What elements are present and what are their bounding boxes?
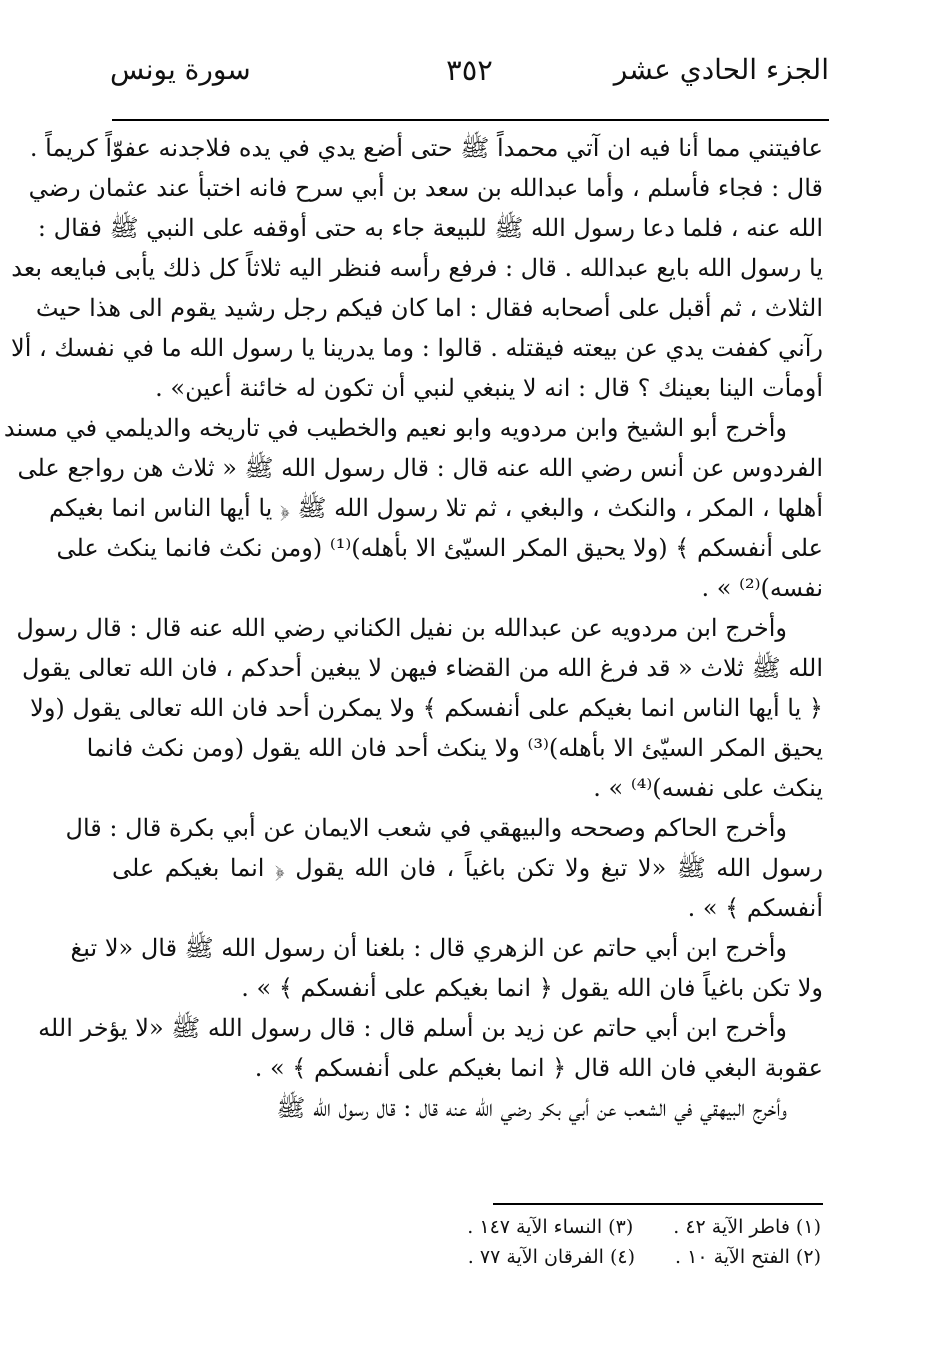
text-line: على أنفسكم ﴾ (ولا يحيق المكر السيّئ الا بأهله)⁽¹⁾ (ومن نكث فانما ينكث على bbox=[56, 534, 823, 562]
paragraph-start: وأخرج الحاكم وصححه والبيهقي في شعب الايمان عن أبي بكرة قال : قال bbox=[65, 814, 787, 842]
footnote-rule bbox=[493, 1203, 823, 1205]
text-line: الثلاث ، ثم أقبل على أصحابه فقال : اما كان فيكم رجل رشيد يقوم الى هذا حيث bbox=[35, 294, 823, 322]
paragraph-start: وأخرج ابن أبي حاتم عن الزهري قال : بلغنا أن رسول الله ﷺ قال «لا تبغ bbox=[70, 934, 787, 962]
text-line: يحيق المكر السيّئ الا بأهله)⁽³⁾ ولا ينكث أحد فان الله يقول (ومن نكث فانما bbox=[86, 734, 823, 762]
footnote-row bbox=[467, 1212, 821, 1242]
running-head-surah: سورة يونس bbox=[110, 53, 251, 86]
text-line: أومأت الينا بعينك ؟ قال : انه لا ينبغي لنبي أن تكون له خائنة أعين» . bbox=[155, 374, 823, 402]
text-line: ﴿ يا أيها الناس انما بغيكم على أنفسكم ﴾ ولا يمكرن أحد فان الله تعالى يقول (ولا bbox=[30, 694, 823, 722]
text-line: رآني كففت يدي عن بيعته فيقتله . قالوا : وما يدرينا يا رسول الله ما في نفسك ، ألا bbox=[11, 334, 823, 362]
header-rule bbox=[112, 119, 829, 121]
text-line: الله عنه ، فلما دعا رسول الله ﷺ للبيعة جاء به حتى أوقفه على النبي ﷺ فقال : bbox=[37, 214, 823, 242]
text-line: الله ﷺ ثلاث « قد فرغ الله من القضاء فيهن لا يبغين أحدكم ، فان الله تعالى يقول bbox=[21, 654, 823, 682]
text-line: قال : فجاء فأسلم ، وأما عبدالله بن سعد بن أبي سرح فانه اختبأ عند عثمان رضي bbox=[28, 174, 823, 202]
page-number: ٣٥٢ bbox=[446, 53, 493, 87]
footnote-3: (٣) النساء الآية ١٤٧ . bbox=[467, 1216, 634, 1238]
footnote-1: (١) فاطر الآية ٤٢ . bbox=[673, 1216, 821, 1238]
text-line: أهلها ، المكر ، والنكث ، والبغي ، ثم تلا رسول الله ﷺ ﴿ يا أيها الناس انما بغيكم bbox=[49, 494, 823, 522]
text-line: ينكث على نفسه)⁽⁴⁾ » . bbox=[593, 774, 823, 802]
text-line: يا رسول الله بايع عبدالله . قال : فرفع رأسه فنظر اليه ثلاثاً كل ذلك يأبى فبايعه بعد bbox=[11, 254, 823, 282]
paragraph-start: وأخرج ابن أبي حاتم عن زيد بن أسلم قال : قال رسول الله ﷺ «لا يؤخر الله bbox=[38, 1014, 787, 1042]
paragraph-start: وأخرج أبو الشيخ وابن مردويه وابو نعيم والخطيب في تاريخه والديلمي في مسند bbox=[3, 414, 787, 442]
page-header bbox=[110, 50, 829, 100]
footnotes bbox=[467, 1212, 821, 1272]
running-head-part: الجزء الحادي عشر bbox=[613, 53, 829, 86]
paragraph-start: وأخرج ابن مردويه عن عبدالله بن نفيل الكناني رضي الله عنه قال : قال رسول bbox=[16, 614, 787, 642]
text-line: أنفسكم ﴾ » . bbox=[687, 894, 823, 922]
text-line: الفردوس عن أنس رضي الله عنه قال : قال رسول الله ﷺ « ثلاث هن رواجع على bbox=[17, 454, 823, 482]
text-line: نفسه)⁽²⁾ » . bbox=[701, 574, 823, 602]
text-line: عقوبة البغي فان الله قال ﴿ انما بغيكم على أنفسكم ﴾ » . bbox=[254, 1054, 823, 1082]
paragraph-start: وأخرج البيهقي في الشعب عن أبي بكر رضي الله عنه قال : قال رسول الله ﷺ bbox=[276, 1094, 787, 1122]
text-line: عافيتني مما أنا فيه ان آتي محمداً ﷺ حتى أضع يدي في يده فلاجدنه عفوّاً كريماً . bbox=[29, 134, 823, 162]
footnote-4: (٤) الفرقان الآية ٧٧ . bbox=[467, 1246, 636, 1268]
main-text bbox=[3, 128, 823, 1186]
text-line: رسول الله ﷺ «لا تبغ ولا تكن باغياً ، فان الله يقول ﴿ انما بغيكم على bbox=[112, 854, 823, 882]
footnote-2: (٢) الفتح الآية ١٠ . bbox=[675, 1246, 821, 1268]
footnote-row bbox=[467, 1242, 821, 1272]
text-line: ولا تكن باغياً فان الله يقول ﴿ انما بغيكم على أنفسكم ﴾ » . bbox=[241, 974, 823, 1002]
